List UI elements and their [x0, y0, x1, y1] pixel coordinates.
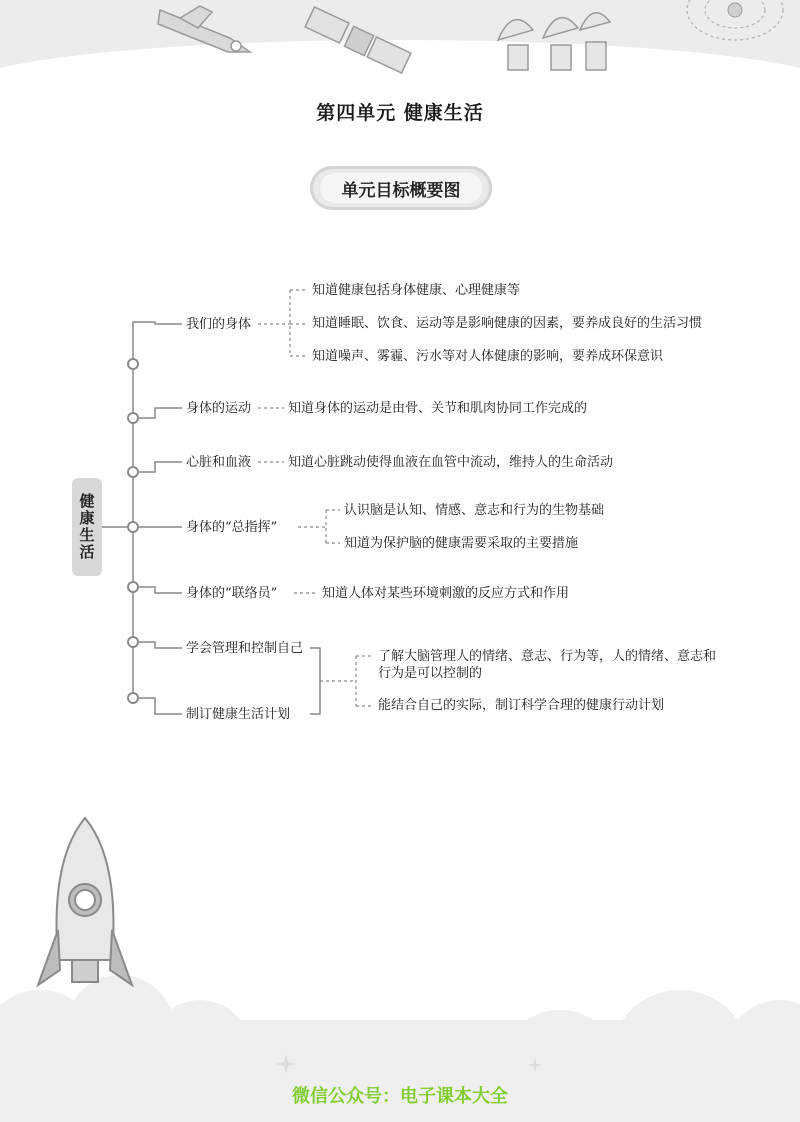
page-title: 第四单元 健康生活 [316, 102, 484, 124]
branch-label: 制订健康生活计划 [186, 707, 291, 722]
star-icon [276, 1054, 296, 1074]
shared-item: 能结合自己的实际，制订科学合理的健康行动计划 [378, 698, 665, 713]
shared-item: 了解大脑管理人的情绪、意志、行为等，人的情绪、意志和行为是可以控制的 [378, 649, 717, 681]
branch-item: 知道健康包括身体健康、心理健康等 [312, 283, 521, 298]
star-icon [528, 1058, 542, 1072]
section-badge-label: 单元目标概要图 [320, 173, 482, 203]
rocket-icon [30, 810, 140, 1030]
branch-label: 学会管理和控制自己 [186, 641, 304, 656]
branch-label: 身体的“联络员” [186, 586, 278, 601]
branch-item: 认识脑是认知、情感、意志和行为的生物基础 [344, 503, 605, 518]
branch-label: 我们的身体 [186, 317, 252, 332]
branch-label: 身体的运动 [186, 401, 252, 416]
branch-item: 知道睡眠、饮食、运动等是影响健康的因素，要养成良好的生活习惯 [312, 316, 703, 331]
branch-item: 知道噪声、雾霾、污水等对人体健康的影响，要养成环保意识 [312, 349, 664, 364]
branch-item: 知道人体对某些环境刺激的反应方式和作用 [322, 586, 570, 601]
branch-label: 心脏和血液 [186, 455, 252, 470]
footer-wechat-text: 微信公众号：电子课本大全 [292, 1086, 508, 1107]
root-node: 健康生活 [72, 478, 102, 576]
branch-item: 知道身体的运动是由骨、关节和肌肉协同工作完成的 [288, 401, 588, 416]
branch-item: 知道心脏跳动使得血液在血管中流动，维持人的生命活动 [288, 455, 614, 470]
branch-item: 知道为保护脑的健康需要采取的主要措施 [344, 536, 579, 551]
branch-label: 身体的“总指挥” [186, 520, 278, 535]
